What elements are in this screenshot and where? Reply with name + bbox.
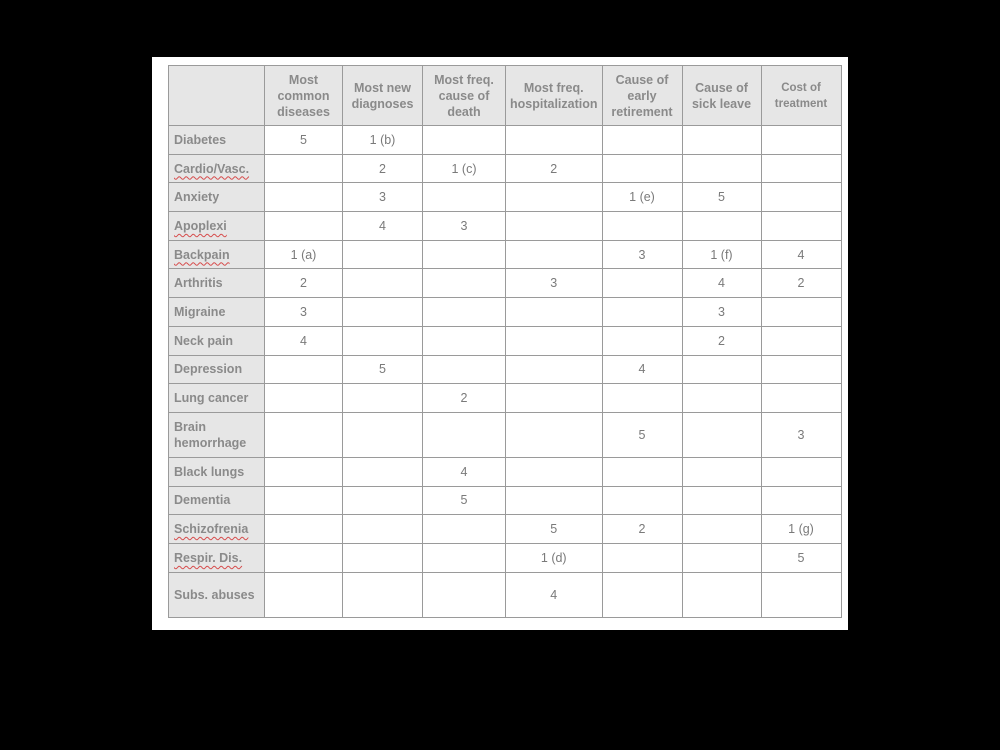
table-cell	[506, 183, 603, 212]
table-row	[169, 515, 842, 544]
table-row	[169, 298, 842, 327]
table-cell	[265, 543, 343, 572]
row-label-text: Dementia	[174, 493, 231, 508]
row-label-text: Arthritis	[174, 276, 223, 291]
row-label-text: Schizofrenia	[174, 522, 249, 537]
column-header: Cause of sick leave	[682, 66, 761, 126]
row-label-text: Subs. abuses	[174, 587, 255, 602]
table-cell	[423, 412, 506, 457]
column-header: Most common diseases	[265, 66, 343, 126]
table-cell	[506, 126, 603, 155]
table-cell: 3	[265, 298, 343, 327]
table-cell	[343, 326, 423, 355]
table-cell	[602, 212, 682, 241]
row-label	[169, 384, 265, 413]
table-row	[169, 457, 842, 486]
table-cell: 2	[265, 269, 343, 298]
column-header: Most freq. hospitalization	[506, 66, 603, 126]
table-cell	[423, 355, 506, 384]
table-cell	[343, 572, 423, 617]
table-cell	[602, 154, 682, 183]
table-cell: 5	[265, 126, 343, 155]
table-cell	[423, 326, 506, 355]
row-label-text: Diabetes	[174, 132, 227, 147]
row-label	[169, 412, 265, 457]
table-cell	[343, 412, 423, 457]
table-cell	[265, 384, 343, 413]
table-cell: 2	[761, 269, 841, 298]
table-row	[169, 384, 842, 413]
table-cell	[761, 183, 841, 212]
table-cell: 4	[602, 355, 682, 384]
table-cell	[506, 457, 603, 486]
table-row	[169, 326, 842, 355]
table-cell	[423, 240, 506, 269]
row-label-text: Black lungs	[174, 464, 245, 479]
table-cell: 2	[343, 154, 423, 183]
row-label	[169, 355, 265, 384]
table-cell: 4	[682, 269, 761, 298]
row-label	[169, 240, 265, 269]
column-header: Cause of early retirement	[602, 66, 682, 126]
table-cell	[343, 269, 423, 298]
column-header: Most new diagnoses	[343, 66, 423, 126]
table-cell: 4	[506, 572, 603, 617]
column-header: Cost of treatment	[761, 66, 841, 126]
table-cell	[682, 515, 761, 544]
corner-cell	[169, 66, 265, 126]
table-cell	[423, 298, 506, 327]
table-cell	[761, 326, 841, 355]
table-cell	[265, 183, 343, 212]
table-cell: 4	[423, 457, 506, 486]
row-label	[169, 543, 265, 572]
table-cell	[343, 384, 423, 413]
row-label-text: Neck pain	[174, 333, 234, 348]
row-label	[169, 126, 265, 155]
row-label	[169, 486, 265, 515]
table-row	[169, 543, 842, 572]
table-cell	[761, 298, 841, 327]
table-cell	[506, 326, 603, 355]
table-cell: 1 (g)	[761, 515, 841, 544]
row-label	[169, 183, 265, 212]
table-cell	[682, 212, 761, 241]
table-cell: 1 (f)	[682, 240, 761, 269]
row-label	[169, 154, 265, 183]
row-label-text: Lung cancer	[174, 391, 249, 406]
table-cell	[343, 298, 423, 327]
table-row	[169, 126, 842, 155]
row-label-text: Respir. Dis.	[174, 550, 243, 565]
table-cell: 3	[343, 183, 423, 212]
row-label-text: Depression	[174, 362, 243, 377]
table-cell: 5	[761, 543, 841, 572]
table-cell	[506, 298, 603, 327]
table-row	[169, 212, 842, 241]
table-cell	[265, 486, 343, 515]
table-cell: 1 (e)	[602, 183, 682, 212]
table-cell	[602, 326, 682, 355]
row-label-text: Migraine	[174, 304, 226, 319]
table-cell: 3	[761, 412, 841, 457]
table-cell	[761, 126, 841, 155]
table-cell	[602, 384, 682, 413]
table-cell	[602, 486, 682, 515]
table-cell	[265, 212, 343, 241]
table-cell	[423, 269, 506, 298]
table-cell	[761, 486, 841, 515]
table-cell: 1 (a)	[265, 240, 343, 269]
table-cell	[343, 515, 423, 544]
disease-ranking-table	[168, 65, 842, 618]
table-cell	[602, 126, 682, 155]
table-cell	[682, 154, 761, 183]
table-cell	[265, 572, 343, 617]
table-cell	[761, 384, 841, 413]
table-cell: 5	[682, 183, 761, 212]
row-label	[169, 326, 265, 355]
table-row	[169, 240, 842, 269]
table-cell	[265, 515, 343, 544]
header-row	[169, 66, 842, 126]
table-cell: 1 (d)	[506, 543, 603, 572]
row-label	[169, 515, 265, 544]
table-cell	[506, 486, 603, 515]
table-cell	[682, 572, 761, 617]
table-row	[169, 154, 842, 183]
row-label-text: Anxiety	[174, 190, 220, 205]
table-cell: 5	[506, 515, 603, 544]
table-cell	[506, 212, 603, 241]
row-label-text: Cardio/Vasc.	[174, 161, 250, 176]
row-label	[169, 457, 265, 486]
table-cell	[602, 543, 682, 572]
table-cell	[343, 486, 423, 515]
table-cell	[682, 486, 761, 515]
table-cell: 5	[423, 486, 506, 515]
table-cell	[682, 126, 761, 155]
table-cell	[343, 543, 423, 572]
table-cell	[682, 355, 761, 384]
table-cell	[423, 515, 506, 544]
table-cell	[682, 384, 761, 413]
row-label-text: Apoplexi	[174, 218, 227, 233]
table-cell: 2	[602, 515, 682, 544]
row-label-text: Brain hemorrhage	[174, 419, 247, 450]
table-row	[169, 355, 842, 384]
row-label	[169, 212, 265, 241]
table-row	[169, 269, 842, 298]
table-cell	[343, 240, 423, 269]
table-cell	[265, 355, 343, 384]
table-row	[169, 412, 842, 457]
table-cell	[602, 269, 682, 298]
table-cell	[761, 154, 841, 183]
row-label-text: Backpain	[174, 247, 230, 262]
table-cell	[423, 183, 506, 212]
table-cell: 3	[682, 298, 761, 327]
table-cell	[602, 298, 682, 327]
table-cell	[265, 154, 343, 183]
table-cell: 4	[265, 326, 343, 355]
table-cell: 5	[602, 412, 682, 457]
table-cell: 2	[682, 326, 761, 355]
table-cell: 2	[423, 384, 506, 413]
table-cell	[682, 543, 761, 572]
row-label	[169, 572, 265, 617]
table-cell	[602, 457, 682, 486]
table-row	[169, 572, 842, 617]
table-cell	[761, 212, 841, 241]
table-cell: 3	[506, 269, 603, 298]
table-cell	[761, 355, 841, 384]
table-cell	[506, 355, 603, 384]
table-cell	[682, 412, 761, 457]
table-cell: 3	[602, 240, 682, 269]
table-cell	[602, 572, 682, 617]
table-cell: 2	[506, 154, 603, 183]
column-header: Most freq. cause of death	[423, 66, 506, 126]
table-cell	[423, 572, 506, 617]
table-cell	[423, 543, 506, 572]
table-cell	[506, 240, 603, 269]
table-cell	[506, 412, 603, 457]
table-cell	[343, 457, 423, 486]
table-cell	[506, 384, 603, 413]
table-cell	[761, 457, 841, 486]
table-cell: 5	[343, 355, 423, 384]
table-cell: 4	[343, 212, 423, 241]
table-cell	[761, 572, 841, 617]
row-label	[169, 298, 265, 327]
table-cell	[265, 412, 343, 457]
table-cell	[682, 457, 761, 486]
table-row	[169, 183, 842, 212]
table-cell: 4	[761, 240, 841, 269]
table-cell: 1 (c)	[423, 154, 506, 183]
table-cell: 1 (b)	[343, 126, 423, 155]
table-cell	[265, 457, 343, 486]
table-cell	[423, 126, 506, 155]
slide-panel	[152, 57, 848, 630]
table-cell: 3	[423, 212, 506, 241]
table-row	[169, 486, 842, 515]
row-label	[169, 269, 265, 298]
